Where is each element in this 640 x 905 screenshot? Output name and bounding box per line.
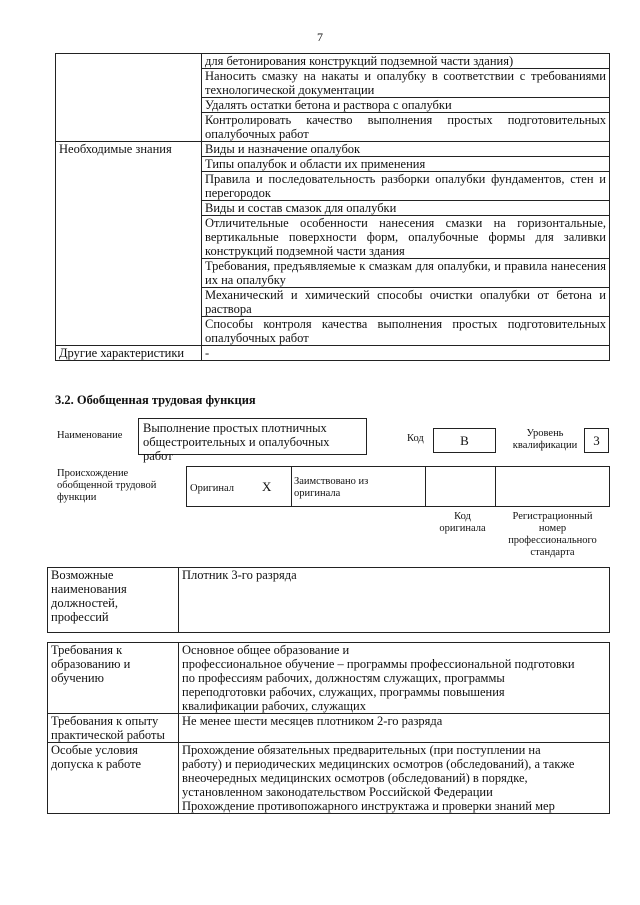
table-cell: Механический и химический способы очистки опалубки от бетона и раствора (202, 288, 610, 317)
requirement-value (179, 743, 610, 814)
positions-value: Плотник 3-го разряда (179, 568, 610, 633)
table-row (48, 743, 610, 814)
table-cell: Виды и состав смазок для опалубки (202, 201, 610, 216)
requirement-line: квалификации рабочих, служащих (182, 699, 366, 713)
requirement-line: Не менее шести месяцев плотником 2-го разряда (182, 714, 443, 728)
requirement-line: Прохождение обязательных предварительных (при поступлении на (182, 743, 541, 757)
requirements-table (47, 642, 610, 814)
borrowed-label: Заимствовано из оригинала (294, 476, 369, 499)
requirement-line: работу) и периодических медицинских осмотров (обследований), а также (182, 757, 575, 771)
row-label: Необходимые знания (56, 142, 202, 346)
name-label: Наименование (57, 430, 123, 441)
requirement-label: Требования к образованию и обучению (48, 643, 179, 714)
table-cell: Типы опалубок и области их применения (202, 157, 610, 172)
code-original-label: Код оригинала (439, 511, 486, 534)
original-mark: X (262, 479, 272, 494)
table-row (56, 346, 610, 361)
table-row (48, 643, 610, 714)
table-cell: Требования, предъявляемые к смазкам для опалубки, и правила нанесения их на опалубку (202, 259, 610, 288)
requirement-line: Основное общее образование и (182, 643, 350, 657)
origin-code-cell (425, 467, 496, 506)
positions-table (47, 567, 610, 633)
code-label: Код (407, 433, 424, 444)
origin-row (186, 466, 610, 507)
row-label: Другие характеристики (56, 346, 202, 361)
table-cell: Способы контроля качества выполнения простых подготовительных опалубочных работ (202, 317, 610, 346)
original-label: Оригинал (190, 483, 234, 494)
registration-number-label: Регистрационный номер профессионального стандарта (508, 511, 597, 558)
table-cell: Наносить смазку на накаты и опалубку в соответствии с требованиями технологической документации (202, 69, 610, 98)
table-row (56, 54, 610, 69)
page-number: 7 (317, 30, 323, 44)
section-title: 3.2. Обобщенная трудовая функция (55, 393, 256, 407)
table-cell: Контролировать качество выполнения простых подготовительных опалубочных работ (202, 113, 610, 142)
skills-knowledge-table (55, 53, 610, 361)
requirement-label: Требования к опыту практической работы (48, 714, 179, 743)
table-row (48, 568, 610, 633)
table-row (48, 714, 610, 743)
requirement-value (179, 714, 610, 743)
table-cell: Удалять остатки бетона и раствора с опалубки (202, 98, 610, 113)
table-cell: Виды и назначение опалубок (202, 142, 610, 157)
table-cell: для бетонирования конструкций подземной части здания) (202, 54, 610, 69)
table-cell: - (202, 346, 610, 361)
row-label (56, 54, 202, 142)
table-cell: Отличительные особенности нанесения смазки на горизонтальные, вертикальные поверхности форм, опалубочные формы для заливки конструкций подземной части здания (202, 216, 610, 259)
origin-label: Происхождение обобщенной трудовой функции (57, 468, 157, 503)
function-code-field: В (433, 428, 496, 453)
qualification-level-label: Уровень квалификации (512, 428, 578, 451)
requirement-line: Прохождение противопожарного инструктажа и проверки знаний мер (182, 799, 555, 813)
qualification-level-field: 3 (584, 428, 609, 453)
table-row (56, 142, 610, 157)
requirement-value (179, 643, 610, 714)
requirement-line: профессиональное обучение – программы профессиональной подготовки (182, 657, 575, 671)
function-name-field: Выполнение простых плотничных общестроительных и опалубочных работ (138, 418, 367, 455)
positions-label: Возможные наименования должностей, профессий (48, 568, 179, 633)
table-cell: Правила и последовательность разборки опалубки фундаментов, стен и перегородок (202, 172, 610, 201)
requirement-line: внеочередных медицинских осмотров (обследований) в порядке, (182, 771, 528, 785)
requirement-line: установленном законодательством Российской Федерации (182, 785, 493, 799)
requirement-line: по профессиям рабочих, должностям служащих, программы (182, 671, 505, 685)
requirement-label: Особые условия допуска к работе (48, 743, 179, 814)
requirement-line: переподготовки рабочих, служащих, программы повышения (182, 685, 505, 699)
